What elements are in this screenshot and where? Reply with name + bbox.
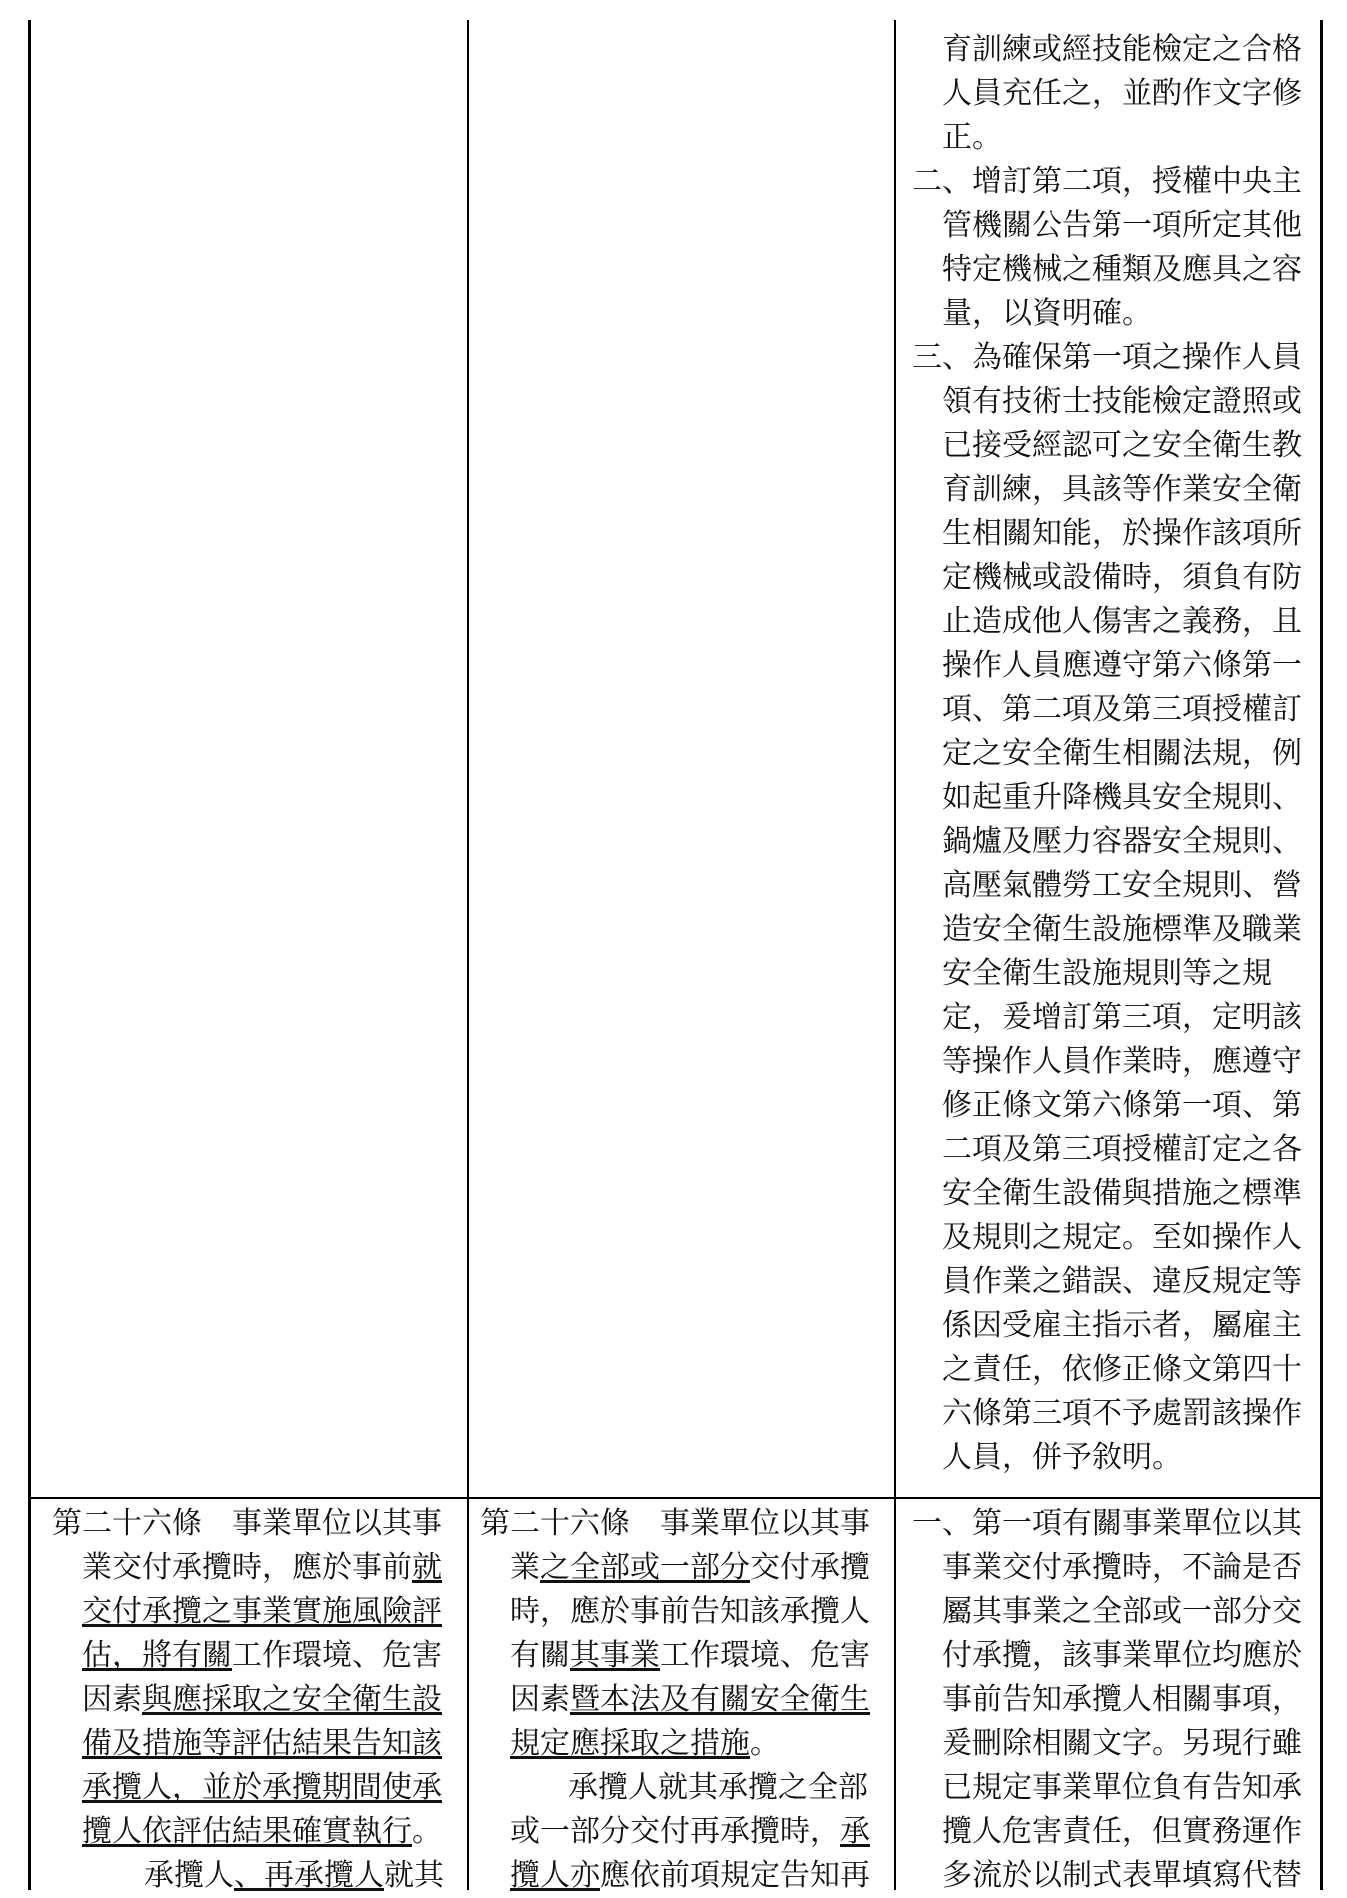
row-divider xyxy=(28,1497,1323,1499)
text-run: 。 xyxy=(412,1814,442,1849)
text-run: 承攬人就其承攬之全部或一部分交付再承攬時， xyxy=(510,1770,868,1849)
text-run: 事業單位以其事業 xyxy=(510,1506,870,1585)
text-run: 事業單位以其事業交付承攬時，應於事前 xyxy=(82,1506,442,1585)
article-26-current-paragraph-1 xyxy=(480,1502,880,1766)
text-run: 交付承攬時，應於事前告知該承攬人有關 xyxy=(510,1550,870,1673)
explanation-item-3: 三、為確保第一項之操作人員領有技術士技能檢定證照或已接受經認可之安全衛生教育訓練，具該等作業安全衛生相關知能，於操作該項所定機械或設備時，須負有防止造成他人傷害之義務，且操作人員應遵守第六條第一項、第二項及第三項授權訂定之安全衛生相關法規，例如起重升降機具安全規則、鍋爐及壓力容器安全規則、高壓氣體勞工安全規則、營造安全衛生設施標準及職業安全衛生設施規則等之規定，爰增訂第三項，定明該等操作人員作業時，應遵守修正條文第六條第一項、第二項及第三項授權訂定之各安全衛生設備與措施之標準及規則之規定。至如操作人員作業之錯誤、違反規定等係因受雇主指示者，屬雇主之責任，依修正條文第四十六條第三項不予處罰該操作人員，併予敘明。 xyxy=(912,340,1302,1475)
table-border-right xyxy=(1320,20,1323,1890)
table-border-left xyxy=(28,20,31,1890)
explanation-item-2: 二、增訂第二項，授權中央主管機關公告第一項所定其他特定機械之種類及應具之容量，以資明確。 xyxy=(912,164,1302,331)
column-divider-1 xyxy=(467,20,469,1890)
article-label: 第二十六條 xyxy=(52,1506,202,1541)
article-26-amended-paragraph-1 xyxy=(52,1502,448,1854)
text-run: 工作環境、危害因素 xyxy=(82,1638,442,1717)
text-run: 應依前項規定告知再 xyxy=(600,1858,870,1893)
text-run: 就其 xyxy=(384,1858,444,1893)
underlined-amendment: 其事業 xyxy=(570,1638,660,1673)
article-26-current-paragraph-2 xyxy=(480,1766,880,1898)
top-right-cell xyxy=(912,28,1308,1488)
explanation-item-1: 一、第一項有關事業單位以其事業交付承攬時，不論是否屬其事業之全部或一部分交付承攬，該事業單位均應於事前告知承攬人相關事項，爰刪除相關文字。另現行雖已規定事業單位負有告知承攬人危害責任，但實務運作多流於以制式表單填寫代替 xyxy=(912,1506,1302,1893)
article-label: 第二十六條 xyxy=(480,1506,630,1541)
text-run: 承攬人 xyxy=(144,1858,234,1893)
underlined-amendment: 就交付承攬之事業實施風險評估，將有關 xyxy=(82,1550,442,1673)
column-divider-2 xyxy=(894,20,896,1890)
article-26-current-cell xyxy=(480,1502,880,1893)
underlined-amendment: 、再承攬人 xyxy=(234,1858,384,1893)
article-26-amended-paragraph-2 xyxy=(52,1854,448,1898)
explanation-item-1-continued: 育訓練或經技能檢定之合格人員充任之，並酌作文字修正。 xyxy=(942,32,1302,155)
underlined-amendment: 之全部或一部分 xyxy=(540,1550,750,1585)
text-run: 工作環境、危害因素 xyxy=(510,1638,870,1717)
text-run: 。 xyxy=(750,1726,780,1761)
underlined-amendment: 與應採取之安全衛生設備及措施等評估結果告知該承攬人，並於承攬期間使承攬人依評估結果確實執行 xyxy=(82,1682,442,1849)
underlined-amendment: 承攬人亦 xyxy=(510,1814,870,1893)
article-26-amended-cell xyxy=(52,1502,448,1893)
article-26-explanation-cell xyxy=(912,1502,1308,1893)
underlined-amendment: 暨本法及有關安全衛生規定應採取之措施 xyxy=(510,1682,870,1761)
